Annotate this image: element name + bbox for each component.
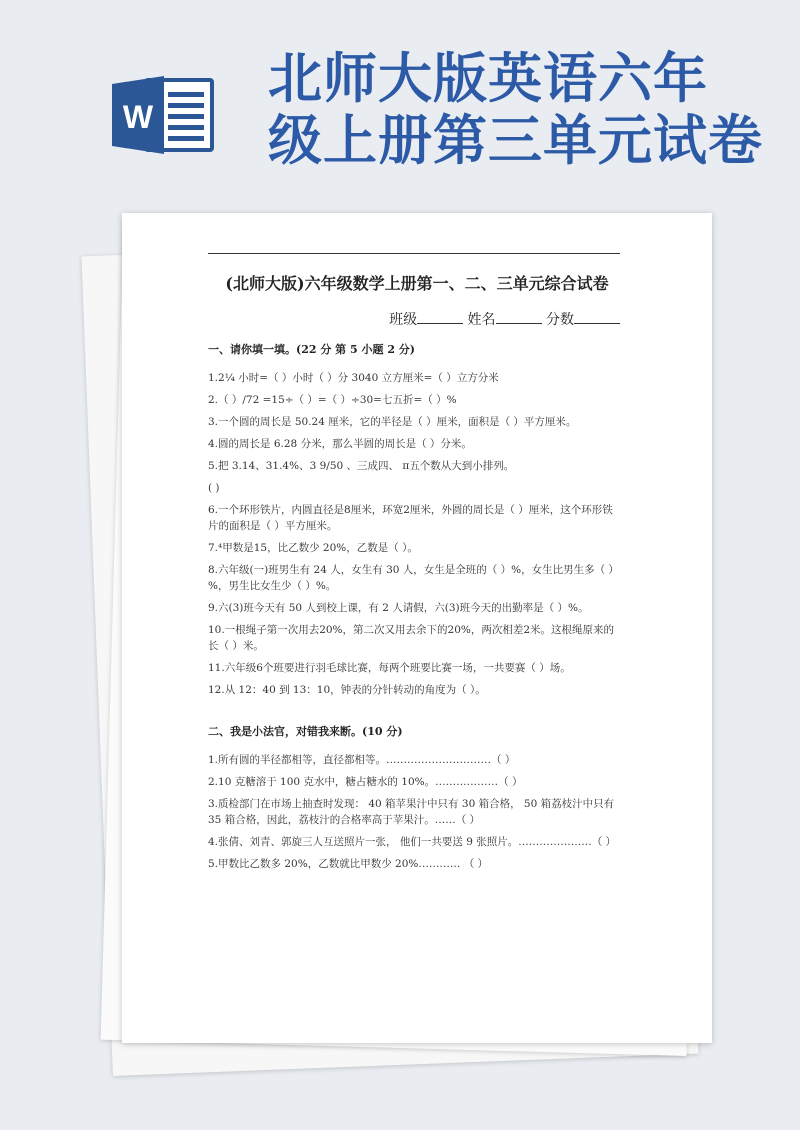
student-info-line bbox=[389, 309, 620, 329]
question-item: 5.甲数比乙数多 20%，乙数就比甲数少 20%………… （ ） bbox=[208, 858, 489, 870]
question-item: 2.（ ）/72 =15÷（ ）=（ ）÷30=七五折=（ ）% bbox=[208, 394, 457, 406]
question-item: 4.圆的周长是 6.28 分米，那么半圆的周长是（ ）分米。 bbox=[208, 438, 472, 450]
section-spacer bbox=[208, 701, 622, 723]
question-item: 8.六年级(一)班男生有 24 人，女生有 30 人，女生是全班的（ ）%，女生比男生多（ ）%，男生比女生少（ ）%。 bbox=[208, 564, 619, 592]
document-title: (北师大版)六年级数学上册第一、二、三单元综合试卷 bbox=[225, 274, 609, 293]
score-label: 分数 bbox=[546, 312, 574, 328]
question-item: 1.2¼ 小时=（ ）小时（ ）分 3040 立方厘米=（ ）立方分米 bbox=[208, 372, 499, 384]
banner-title-line2: 级上册第三单元试卷 bbox=[268, 109, 763, 172]
section-1-heading: 一、请你填一填。(22 分 第 5 小题 2 分) bbox=[208, 343, 416, 356]
banner-title bbox=[268, 48, 788, 172]
word-icon-letter: W bbox=[122, 99, 154, 135]
question-item: 3.一个圆的周长是 50.24 厘米，它的半径是（ ）厘米，面积是（ ）平方厘米。 bbox=[208, 416, 577, 428]
question-item: 10.一根绳子第一次用去20%，第二次又用去余下的20%，两次相差2米。这根绳原来的长（ ）米。 bbox=[208, 624, 615, 652]
question-item: ( ) bbox=[208, 482, 220, 494]
name-label: 姓名 bbox=[467, 312, 496, 328]
question-item: 9.六(3)班今天有 50 人到校上课，有 2 人请假，六(3)班今天的出勤率是（ ）%。 bbox=[208, 602, 589, 614]
section-2-heading: 二、我是小法官，对错我来断。(10 分) bbox=[208, 725, 403, 738]
score-blank bbox=[574, 311, 620, 324]
question-item: 2.10 克糖溶于 100 克水中，糖占糖水的 10%。………………（ ） bbox=[208, 776, 523, 788]
header-rule bbox=[208, 253, 620, 254]
question-item: 1.所有圆的半径都相等，直径都相等。…………………………（ ） bbox=[208, 754, 516, 766]
class-label: 班级 bbox=[389, 312, 418, 328]
word-document-icon bbox=[112, 76, 222, 154]
question-item: 11.六年级6个班要进行羽毛球比赛，每两个班要比赛一场，一共要赛（ ）场。 bbox=[208, 662, 571, 674]
banner-title-line1: 北师大版英语六年 bbox=[268, 47, 708, 110]
question-item: 7.⁴甲数是15，比乙数少 20%，乙数是（ ）。 bbox=[208, 542, 418, 554]
question-item: 5.把 3.14、31.4%、3 9/50 、三成四、 π五个数从大到小排列。 bbox=[208, 460, 515, 472]
question-item: 4.张倩、刘青、郭旋三人互送照片一张， 他们一共要送 9 张照片。…………………（ ） bbox=[208, 836, 617, 848]
document-page bbox=[122, 213, 712, 1043]
question-item: 3.质检部门在市场上抽查时发现： 40 箱苹果汁中只有 30 箱合格， 50 箱荔枝汁中只有 35 箱合格，因此，荔枝汁的合格率高于苹果汁。……（ ） bbox=[208, 798, 615, 826]
question-item: 6.一个环形铁片，内圆直径是8厘米，环宽2厘米，外圆的周长是（ ）厘米，这个环形铁片的面积是（ ）平方厘米。 bbox=[208, 504, 613, 532]
exam-content bbox=[208, 341, 622, 875]
name-blank bbox=[496, 311, 542, 324]
class-blank bbox=[417, 311, 463, 324]
question-item: 12.从 12：40 到 13：10，钟表的分针转动的角度为（ ）。 bbox=[208, 684, 486, 696]
